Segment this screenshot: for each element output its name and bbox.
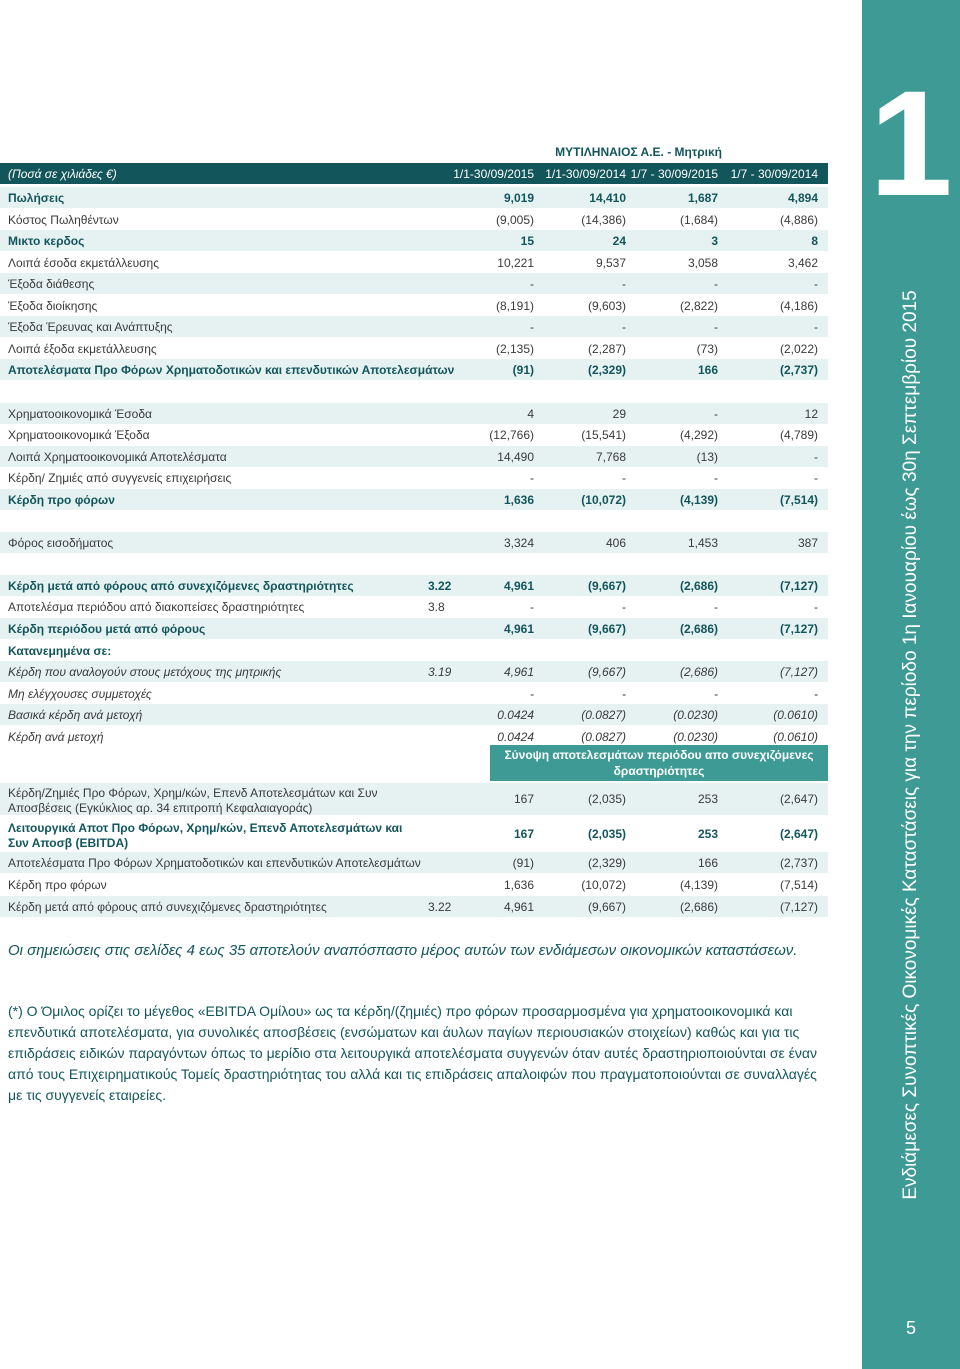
row-value: (7,127) — [779, 622, 818, 636]
row-value: - — [714, 277, 718, 292]
summary-value: 167 — [513, 827, 534, 841]
period-header: 1/1-30/09/2015 — [453, 167, 534, 181]
table-row — [0, 618, 828, 639]
row-label: Κέρδη που αναλογούν στους μετόχους της μητρικής — [8, 665, 282, 680]
row-value: 387 — [797, 535, 818, 550]
footnote-text: (*) Ο Όμιλος ορίζει το μέγεθος «EBITDA Ομίλου» ως τα κέρδη/(ζημιές) προ φόρων προσαρμοσμένα για χρηματοοικονομικά και επενδυτικά αποτελέσματα, για συνολικές αποσβέσεις (ενσώματων και άυλων παγίων περιουσιακών στοιχείων) καθώς και για τις επιδράσεις ειδικών παραγόντων όπως το μερίδιο στα λειτουργικά αποτελέσματα συγγενών όταν αυτές δραστηριοποιούνται σε έναν από τους Επιχειρηματικούς Τομείς δραστηριότητας του αλλά και τις επιδράσεις απαλοιφών που πραγματοποιούνται σε συναλλαγές με τις συγγενείς εταιρείες. — [8, 1003, 817, 1103]
row-value: 9,019 — [503, 191, 534, 205]
row-value: (9,667) — [587, 622, 626, 636]
row-value: (7,514) — [779, 492, 818, 507]
table-row — [0, 230, 828, 251]
row-value: - — [814, 686, 818, 701]
summary-value: (7,127) — [779, 899, 818, 914]
row-label: Μη ελέγχουσες συμμετοχές — [8, 686, 152, 701]
row-value: - — [714, 320, 718, 335]
row-value: (8,191) — [495, 298, 534, 313]
row-label: Κόστος Πωληθέντων — [8, 212, 119, 227]
table-row — [0, 316, 828, 337]
period-header: 1/7 - 30/09/2015 — [630, 167, 718, 181]
row-value: (91) — [512, 363, 534, 378]
row-value: (9,005) — [495, 212, 534, 227]
row-value: 9,537 — [595, 255, 626, 270]
summary-value: (2,035) — [587, 792, 626, 806]
row-value: (12,766) — [489, 428, 534, 443]
row-value: 1,636 — [503, 492, 534, 507]
row-value: 15 — [520, 234, 534, 249]
currency-note: (Ποσά σε χιλιάδες €) — [8, 167, 117, 181]
row-value: 3,462 — [787, 255, 818, 270]
row-value: - — [530, 686, 534, 701]
row-value: 0.0424 — [497, 708, 534, 723]
table-row — [0, 403, 828, 424]
row-value: (2,686) — [679, 578, 718, 593]
row-value: - — [530, 320, 534, 335]
row-value: (0.0610) — [773, 729, 818, 744]
row-value: (2,686) — [679, 622, 718, 636]
summary-row — [0, 896, 828, 917]
row-value: (9,667) — [587, 665, 626, 680]
row-value: 3 — [711, 234, 718, 249]
row-value: (0.0610) — [773, 708, 818, 723]
page-number: 5 — [905, 1318, 916, 1338]
row-value: - — [622, 277, 626, 292]
row-value: 406 — [605, 535, 626, 550]
row-label: Κέρδη περιόδου μετά από φόρους — [8, 622, 206, 636]
row-value: - — [530, 600, 534, 615]
row-value: - — [622, 686, 626, 701]
row-value: (4,186) — [779, 298, 818, 313]
row-label: Κέρδη/ Ζημιές από συγγενείς επιχειρήσεις — [8, 471, 232, 486]
row-value: 4 — [527, 406, 534, 421]
vertical-title: Ενδιάμεσες Συνοπτικές Οικονομικές Καταστάσεις για την περίοδο 1η Ιανουαρίου έως 30η Σεπτεμβρίου 2015 — [900, 290, 921, 1200]
row-value: (4,292) — [679, 428, 718, 443]
table-row — [0, 187, 828, 208]
summary-value: 166 — [697, 855, 718, 870]
chapter-number: 1 — [869, 59, 953, 227]
table-row — [0, 467, 828, 488]
summary-row — [0, 818, 828, 850]
row-value: - — [814, 320, 818, 335]
table-row — [0, 726, 828, 747]
table-row — [0, 532, 828, 553]
summary-value: (2,035) — [587, 827, 626, 841]
row-value: 12 — [804, 406, 818, 421]
row-value: (0.0827) — [581, 708, 626, 723]
table-row — [0, 424, 828, 445]
row-label: Έξοδα διάθεσης — [8, 277, 95, 292]
row-label: Φόρος εισοδήματος — [8, 535, 114, 550]
row-value: - — [714, 406, 718, 421]
table-row — [0, 640, 828, 661]
row-value: (2,686) — [679, 665, 718, 680]
row-label: Χρηματοοικονομικά Έσοδα — [8, 406, 152, 421]
summary-row — [0, 874, 828, 895]
summary-value: 167 — [513, 792, 534, 806]
summary-value: (4,139) — [679, 877, 718, 892]
row-value: - — [814, 277, 818, 292]
row-label: Αποτελέσματα Προ Φόρων Χρηματοδοτικών και επενδυτικών Αποτελεσμάτων — [8, 363, 455, 378]
row-value: - — [714, 600, 718, 615]
row-value: - — [622, 320, 626, 335]
row-label: Έξοδα διοίκησης — [8, 298, 98, 313]
notes-text: Οι σημειώσεις στις σελίδες 4 εως 35 αποτελούν αναπόσπαστο μέρος αυτών των ενδιάμεσων οικονομικών καταστάσεων. — [8, 942, 798, 959]
summary-value: (2,686) — [679, 899, 718, 914]
row-value: (10,072) — [581, 492, 626, 507]
row-value: (9,603) — [587, 298, 626, 313]
row-value: 14,490 — [497, 449, 534, 464]
row-value: 24 — [612, 234, 626, 249]
summary-label: Κέρδη/Ζημιές Προ Φόρων, Χρημ/κών, Επενδ Αποτελεσμάτων και Συν Αποσβέσεις (Εγκύκλιος αρ. 34 επιτροπή Κεφαλαιαγοράς) — [8, 786, 378, 815]
table-row — [0, 446, 828, 467]
summary-value: 1,636 — [503, 877, 534, 892]
table-row — [0, 209, 828, 230]
summary-row — [0, 852, 828, 873]
row-label: Κέρδη μετά από φόρους από συνεχιζόμενες δραστηριότητες — [8, 578, 354, 593]
period-header: 1/1-30/09/2014 — [545, 167, 626, 181]
row-value: 1,453 — [687, 535, 718, 550]
table-row — [0, 359, 828, 380]
row-label: Λοιπά έξοδα εκμετάλλευσης — [8, 341, 157, 356]
row-label: Λοιπά έσοδα εκμετάλλευσης — [8, 255, 160, 270]
summary-note: 3.22 — [428, 899, 452, 914]
summary-label: Αποτελέσματα Προ Φόρων Χρηματοδοτικών και επενδυτικών Αποτελεσμάτων — [8, 856, 421, 870]
summary-value: (10,072) — [581, 877, 626, 892]
row-value: 7,768 — [595, 449, 626, 464]
row-value: (9,667) — [587, 578, 626, 593]
company-title: ΜΥΤΙΛΗΝΑΙΟΣ Α.Ε. - Μητρική — [555, 145, 722, 159]
row-value: 166 — [697, 363, 718, 378]
table-row — [0, 704, 828, 725]
row-value: - — [814, 471, 818, 486]
summary-value: (7,514) — [779, 877, 818, 892]
row-value: - — [814, 449, 818, 464]
table-row — [0, 273, 828, 294]
row-value: (13) — [696, 449, 718, 464]
table-row — [0, 596, 828, 617]
row-label: Λοιπά Χρηματοοικονομικά Αποτελέσματα — [8, 449, 227, 464]
vertical-title-wrap — [862, 270, 960, 1220]
summary-label: Λειτουργικά Αποτ Προ Φόρων, Χρημ/κών, Επενδ Αποτελεσμάτων και Συν Αποσβ (EBITDA) — [8, 821, 403, 850]
row-value: (2,822) — [679, 298, 718, 313]
summary-value: 253 — [697, 792, 718, 806]
summary-value: (2,329) — [587, 855, 626, 870]
table-header — [0, 163, 828, 184]
row-value: 3,058 — [687, 255, 718, 270]
summary-row — [0, 783, 828, 815]
row-value: (0.0827) — [581, 729, 626, 744]
row-label: Κέρδη προ φόρων — [8, 492, 115, 507]
row-value: - — [814, 600, 818, 615]
row-value: - — [714, 686, 718, 701]
row-label: Πωλήσεις — [8, 191, 65, 205]
summary-label: Κέρδη μετά από φόρους από συνεχιζόμενες δραστηριότητες — [8, 900, 327, 914]
row-value: 4,961 — [503, 622, 534, 636]
row-value: (73) — [696, 341, 718, 356]
row-value: (2,287) — [587, 341, 626, 356]
row-value: (1,684) — [679, 212, 718, 227]
row-value: (2,022) — [779, 341, 818, 356]
table-row — [0, 661, 828, 682]
row-value: 8 — [811, 234, 818, 249]
summary-value: (2,737) — [779, 855, 818, 870]
row-label: Έξοδα Έρευνας και Ανάπτυξης — [8, 320, 173, 335]
row-value: (0.0230) — [673, 708, 718, 723]
table-row — [0, 338, 828, 359]
row-value: 4,961 — [503, 578, 534, 593]
row-note: 3.19 — [428, 665, 452, 680]
row-value: (14,386) — [581, 212, 626, 227]
row-value: - — [622, 471, 626, 486]
row-label: Χρηματοοικονομικά Έξοδα — [8, 428, 150, 443]
row-value: - — [530, 471, 534, 486]
summary-value: 4,961 — [503, 899, 534, 914]
row-value: 0.0424 — [497, 729, 534, 744]
period-header: 1/7 - 30/09/2014 — [730, 167, 818, 181]
table-row — [0, 510, 828, 531]
row-value: 4,894 — [787, 191, 818, 205]
row-value: 1,687 — [687, 191, 718, 205]
row-note: 3.8 — [428, 600, 445, 615]
row-label: Αποτελέσμα περιόδου από διακοπείσες δραστηριότητες — [8, 600, 305, 615]
row-value: (7,127) — [779, 578, 818, 593]
row-value: (2,737) — [779, 363, 818, 378]
table-row — [0, 575, 828, 596]
row-value: 10,221 — [497, 255, 534, 270]
row-value: 4,961 — [503, 665, 534, 680]
row-value: (15,541) — [581, 428, 626, 443]
row-value: (2,135) — [495, 341, 534, 356]
row-value: (2,329) — [587, 363, 626, 378]
table-row — [0, 381, 828, 402]
summary-value: 253 — [697, 827, 718, 841]
row-label: Κατανεμημένα σε: — [8, 643, 112, 658]
row-label: Μικτο κερδος — [8, 234, 85, 249]
row-value: (4,789) — [779, 428, 818, 443]
row-value: (4,886) — [779, 212, 818, 227]
summary-value: (2,647) — [779, 792, 818, 806]
summary-value: (2,647) — [779, 827, 818, 841]
row-value: (0.0230) — [673, 729, 718, 744]
row-value: 3,324 — [503, 535, 534, 550]
row-value: (7,127) — [779, 665, 818, 680]
table-row — [0, 295, 828, 316]
row-note: 3.22 — [428, 578, 452, 593]
row-value: 29 — [612, 406, 626, 421]
table-row — [0, 683, 828, 704]
summary-header: Σύνοψη αποτελεσμάτων περιόδου απο συνεχιζόμενες δραστηριότητες — [490, 745, 828, 781]
table-row — [0, 489, 828, 510]
table-row — [0, 553, 828, 574]
summary-value: (91) — [512, 855, 534, 870]
row-label: Βασικά κέρδη ανά μετοχή — [8, 708, 143, 723]
table-row — [0, 252, 828, 273]
row-value: 14,410 — [589, 191, 626, 205]
summary-label: Κέρδη προ φόρων — [8, 878, 107, 892]
row-value: - — [714, 471, 718, 486]
row-value: - — [622, 600, 626, 615]
summary-value: (9,667) — [587, 899, 626, 914]
row-value: - — [530, 277, 534, 292]
row-label: Κέρδη ανά μετοχή — [8, 729, 104, 744]
row-value: (4,139) — [679, 492, 718, 507]
